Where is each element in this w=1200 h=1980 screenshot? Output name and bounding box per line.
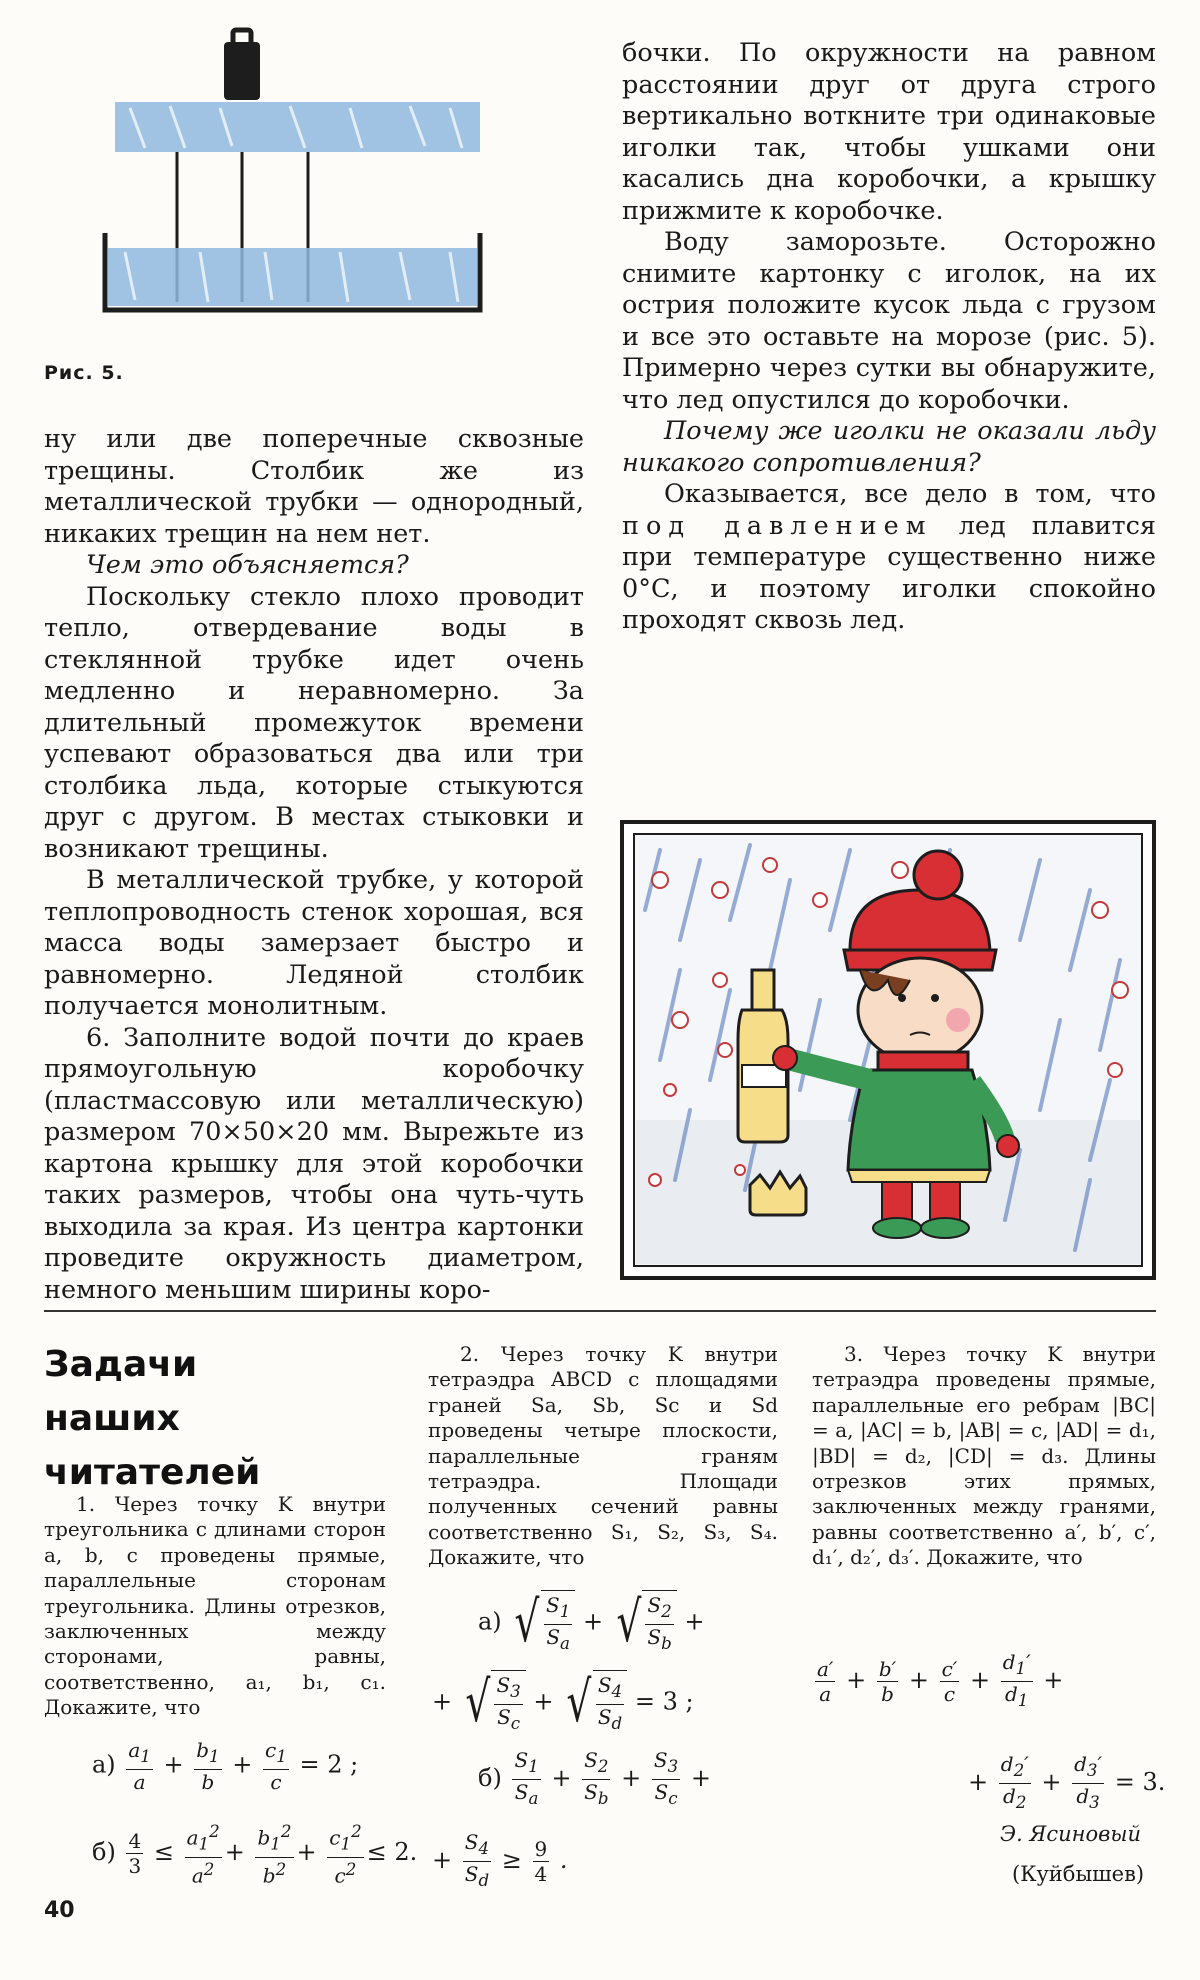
- item-label: б): [478, 1764, 502, 1792]
- problem-text: 2. Через точку K внутри тетраэдра ABCD с площадями граней Sa, Sb, Sc и Sd проведены четыре плоскости, параллельные граням тетраэдра. Площади полученных сечений равны соответственно S₁, S₂, S₃, S₄. Докажите, что: [428, 1342, 778, 1570]
- problem-2-formula-a2: + √ $\frac{S_3}{S_c}$ + √ $\frac{S_4}{S_d}$ = 3 ;: [432, 1670, 694, 1735]
- paragraph: Поскольку стекло плохо проводит тепло, отвердевание воды в стеклянной трубке идет очень медленно и неравномерно. За длительный промежуток времени успевают образоваться два или три столбика льда, которые стыкуются друг с другом. В местах стыковки и возникают трещины.: [44, 581, 584, 864]
- problem-2-formula-b1: б) $\frac{S_1}{S_a}$ + $\frac{S_2}{S_b}$ + $\frac{S_3}{S_c}$ +: [478, 1748, 711, 1808]
- problem-3-formula-1: $\frac{a'}{a}$ + $\frac{b'}{b}$ + $\frac{c'}{c}$ + $\frac{d_1'}{d_1}$ +: [817, 1650, 1064, 1710]
- fraction-numerator: 9: [534, 1837, 548, 1861]
- page-number: 40: [44, 1898, 75, 1923]
- item-label: а): [92, 1750, 116, 1779]
- paragraph: бочки. По окружности на равном расстоянии друг от друга строго вертикально воткните три одинаковые иголки так, чтобы ушками они касались дна коробочки, а крышку прижмите к коробочке.: [622, 38, 1156, 226]
- section-title-line-1: Задачи: [44, 1344, 198, 1385]
- problem-1-formula-a: а) $\frac{a_1}{a}$ + $\frac{b_1}{b}$ + $\frac{c_1}{c}$ = 2 ;: [92, 1738, 359, 1794]
- problem-text: 3. Через точку K внутри тетраэдра проведены прямые, параллельные его ребрам |BC| = a, |AC| = b, |AB| = c, |AD| = d₁, |BD| = d₂, |CD| = d₃. Длины отрезков этих прямых, заключенных между гранями, равны соответственно a′, b′, c′, d₁′, d₂′, d₃′. Докажите, что: [812, 1342, 1156, 1570]
- emphasis-spaced: под давлением: [622, 510, 933, 541]
- item-label: б): [92, 1838, 116, 1867]
- section-divider: [44, 1310, 1156, 1312]
- formula-result: = 3.: [1114, 1768, 1166, 1796]
- text-fragment: Оказывается, все дело в том, что: [664, 479, 1156, 509]
- fraction-denominator: 4: [534, 1862, 548, 1886]
- figure-caption: Рис. 5.: [44, 362, 124, 384]
- paragraph: Воду заморозьте. Осторожно снимите картонку с иголок, на их острия положите кусок льда с грузом и все это оставьте на морозе (рис. 5). Примерно через сутки вы обнаружите, что лед опустился до коробочки.: [622, 227, 1156, 415]
- problem-3-formula-2: + $\frac{d_2'}{d_2}$ + $\frac{d_3'}{d_3}$ = 3.: [968, 1752, 1166, 1812]
- ice-box-diagram: [100, 20, 490, 360]
- problem-text: 1. Через точку K внутри треугольника с длинами сторон a, b, c проведены прямые, параллельные сторонам треугольника. Длины отрезков, заключенных между сторонами, равны, соответственно, a₁, b₁, c₁. Докажите, что: [44, 1492, 386, 1720]
- author-city: (Куйбышев): [1012, 1862, 1145, 1886]
- problem-2-formula-a1: а) √ $\frac{S_1}{S_a}$ + √ $\frac{S_2}{S_b}$ +: [478, 1590, 705, 1655]
- figure-5: [100, 20, 490, 360]
- child-with-bottle-illustration: [620, 820, 1156, 1280]
- problem-3: [812, 1342, 1156, 1571]
- section-title-line-2: наших читателей: [44, 1398, 261, 1493]
- problem-2-formula-b2: + $\frac{S_4}{S_d}$ ≥ $\frac{9}{4}$ .: [432, 1830, 568, 1890]
- paragraph: В металлической трубке, у которой теплопроводность стенок хорошая, вся масса воды замерзает быстро и равномерно. Ледяной столбик получается монолитным.: [44, 865, 584, 1021]
- fraction-denominator: 3: [128, 1854, 142, 1879]
- section-heading: [44, 1338, 404, 1500]
- right-column: [622, 38, 1156, 637]
- text-fragment: лед плавится при температуре существенно ниже 0°С, и поэтому иголки спокойно проходят сквозь лед.: [622, 510, 1157, 635]
- item-label: а): [478, 1607, 502, 1636]
- weight-icon: [224, 42, 260, 100]
- paragraph: ну или две поперечные сквозные трещины. Столбик же из металлической трубки — однородный, никаких трещин на нем нет.: [44, 424, 584, 549]
- water-ice: [108, 248, 477, 306]
- winter-illustration: [620, 820, 1156, 1280]
- fraction-numerator: 4: [128, 1829, 142, 1854]
- problem-2: [428, 1342, 778, 1571]
- author-name: Э. Ясиновый: [1000, 1822, 1141, 1846]
- formula-result: = 3 ;: [634, 1687, 694, 1716]
- paragraph: 6. Заполните водой почти до краев прямоугольную коробочку (пластмассовую или металлическую) размером 70×50×20 мм. Вырежьте из картона крышку для этой коробочки таких размеров, чтобы она чуть-чуть выходила за края. Из центра картонки проведите окружность диаметром, немного меньшим ширины коро-: [44, 1022, 584, 1305]
- formula-result: = 2 ;: [299, 1750, 359, 1779]
- question: Почему же иголки не оказали льду никакого сопротивления?: [622, 416, 1156, 478]
- broken-bottle-icon: [750, 1172, 806, 1215]
- question: Чем это объясняется?: [86, 550, 409, 580]
- formula-result: ≤ 2.: [366, 1838, 418, 1867]
- left-column: [44, 424, 584, 1306]
- problem-1-formula-b: б) $\frac{4}{3}$ ≤ $\frac{a_1^2}{a^2}$ + $\frac{b_1^2}{b^2}$ + $\frac{c_1^2}{c^2}$ ≤ 2.: [92, 1822, 418, 1888]
- paragraph: [622, 479, 1156, 637]
- problem-1: [44, 1492, 386, 1721]
